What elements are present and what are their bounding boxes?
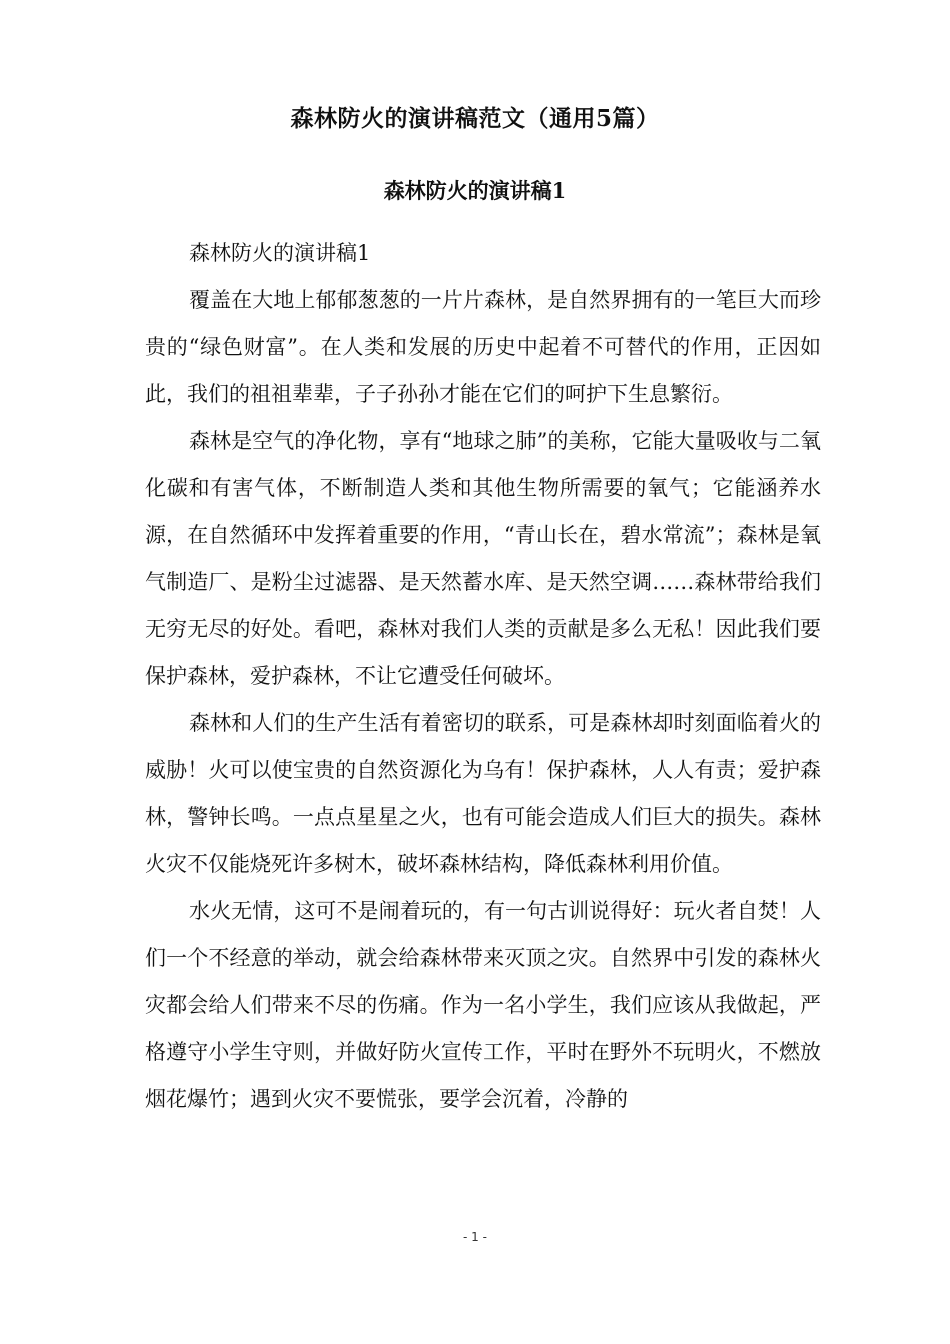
paragraph-4: 森林和人们的生产生活有着密切的联系，可是森林却时刻面临着火的威胁！火可以使宝贵的自然资源化为乌有！保护森林，人人有责；爱护森林，警钟长鸣。一点点星星之火，也有可能会造成人们巨大的损失。森林火灾不仅能烧死许多树木，破坏森林结构，降低森林利用价值。: [145, 711, 821, 876]
document-body: [145, 230, 821, 1123]
paragraph-2: 覆盖在大地上郁郁葱葱的一片片森林，是自然界拥有的一笔巨大而珍贵的“绿色财富”。在人类和发展的历史中起着不可替代的作用，正因如此，我们的祖祖辈辈，子子孙孙才能在它们的呵护下生息繁衍。: [145, 288, 821, 406]
paragraph-1: 森林防火的演讲稿1: [189, 241, 371, 265]
paragraph-3: 森林是空气的净化物，享有“地球之肺”的美称，它能大量吸收与二氧化碳和有害气体，不断制造人类和其他生物所需要的氧气；它能涵养水源，在自然循环中发挥着重要的作用，“青山长在，碧水常流”；森林是氧气制造厂、是粉尘过滤器、是天然蓄水库、是天然空调……森林带给我们无穷无尽的好处。看吧，森林对我们人类的贡献是多么无私！因此我们要保护森林，爱护森林，不让它遭受任何破坏。: [145, 429, 821, 688]
section-title: 森林防火的演讲稿1: [383, 178, 567, 203]
paragraph-5: 水火无情，这可不是闹着玩的，有一句古训说得好：玩火者自焚！人们一个不经意的举动，就会给森林带来灭顶之灾。自然界中引发的森林火灾都会给人们带来不尽的伤痛。作为一名小学生，我们应该从我做起，严格遵守小学生守则，并做好防火宣传工作，平时在野外不玩明火，不燃放烟花爆竹；遇到火灾不要慌张，要学会沉着，冷静的: [145, 899, 821, 1111]
document-title: 森林防火的演讲稿范文（通用5篇）: [290, 105, 660, 132]
page-number: - 1 -: [463, 1230, 487, 1244]
